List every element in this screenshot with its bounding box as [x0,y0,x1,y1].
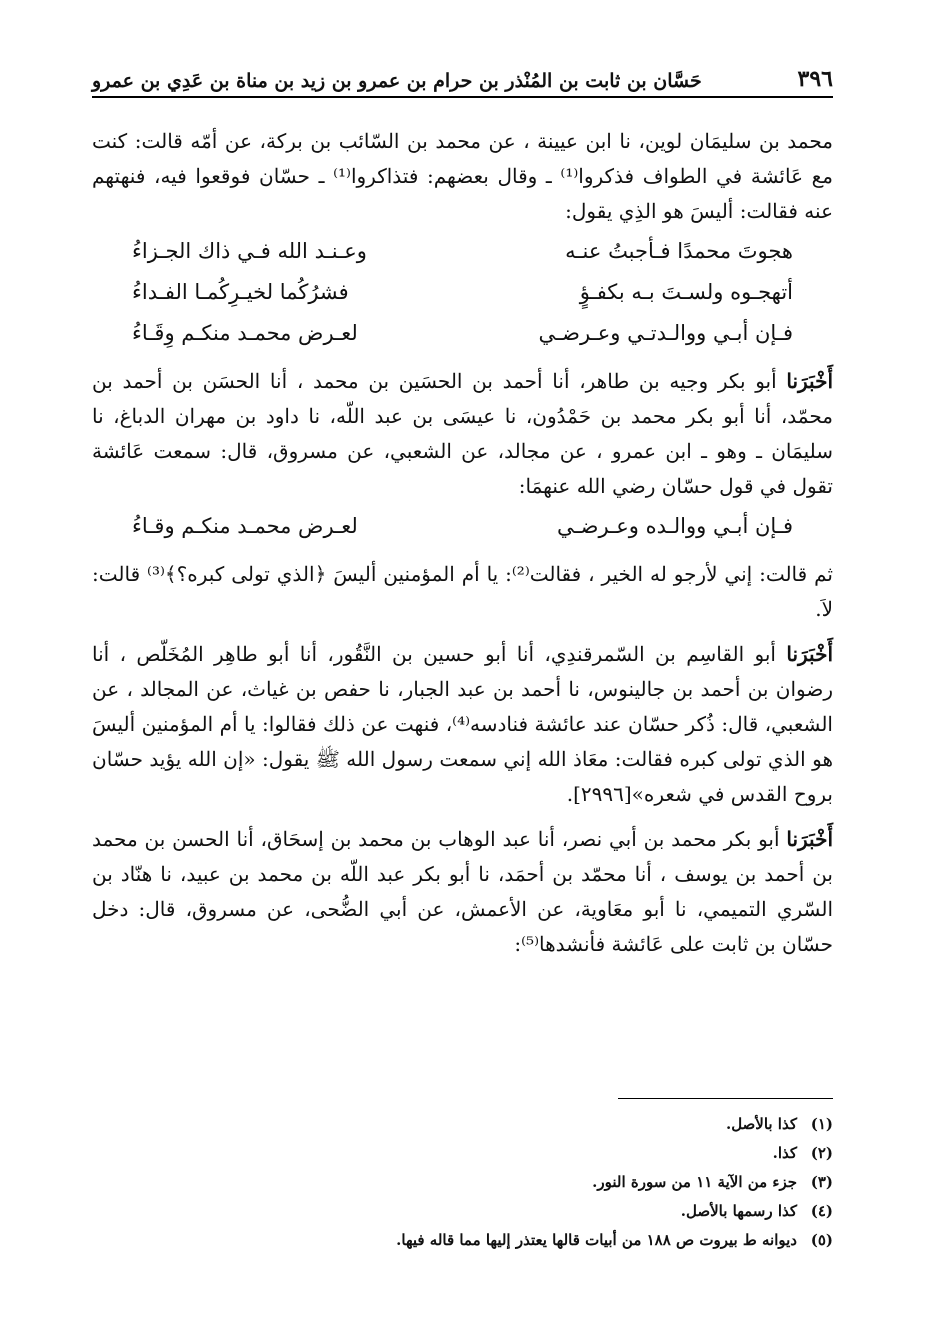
footnote-text: كذا بالأصل. [725,1115,797,1133]
isnad-text: أبو بكر وجيه بن طاهر، أنا أحمد بن الحسَين بن محمد ، أنا الحسَن بن أحمد بن محمّد، أنا أبو بكر محمد بن حَمْدُون، نا عيسَى بن عبد اللّه، نا داود بن مهران الدباغ، نا سليمَان ـ وهو ـ ابن عمرو ، عن مجالد، عن الشعبي، عن مسروق، قال: سمعت عَائشة تقول في قول حسّان رضي الله عنهمَا: [92,369,833,498]
footnote-item [92,1139,833,1168]
footnote-item [92,1197,833,1226]
paragraph-akhbarana-3 [92,822,833,962]
isnad-text: أبو القاسِم بن السّمرقندِي، أنا أبو حسين بن النَّقُور، أنا أبو طاهِر المُخَلّص ، أنا رضوان بن أحمد بن جالينوس، نا أحمد بن عبد الجبار، نا حفص بن غياث، عن المجالد ، عن الشعبي، قال: ذُكر حسّان عند عائشة فنادسه⁽⁴⁾، فنهت عن ذلك فقالوا: يا أم المؤمنين أليسَ هو الذي تولى كبره فقالت: معَاذ الله إني سمعت رسول الله ﷺ يقول: «إن الله يؤيد حسّان بروح القدس في شعره»[٢٩٩٦]. [92,642,833,806]
paragraph-akhbarana-1 [92,364,833,504]
akhbarana-lead: أَخْبَرَنا [786,642,833,666]
verse-first-hemistich: أتهجـوه ولسـتَ بـه بكفـؤٍ [579,280,793,304]
footnote-number: (٣) [810,1173,833,1191]
verse-second-hemistich: لعـرض محمـد منكـم وقـاءُ [132,514,358,538]
footnote-item [92,1110,833,1139]
isnad-text: أبو بكر محمد بن أبي نصر، أنا عبد الوهاب بن محمد بن إسحَاق، أنا الحسن بن محمد بن أحمد بن يوسف ، أنا محمّد بن أحمَد، نا أبو بكر عبد اللّه بن محمد بن عبيد، نا هنّاد بن السّري التميمي، نا أبو معَاوية، عن الأعمش، عن أبي الضُّحى، عن مسروق، قال: دخل حسّان بن ثابت على عَائشة فأنشدها⁽⁵⁾: [92,827,833,956]
akhbarana-lead: أَخْبَرَنا [786,827,834,851]
poem-1 [92,231,833,354]
footnote-number: (٤) [810,1202,833,1220]
running-head: حَسَّان بن ثابت بن المُنْذر بن حرام بن عمرو بن زيد بن مناة بن عَدِي بن عمرو [92,70,702,92]
verse-first-hemistich: فـإن أبـي ووالـده وعـرضـي [557,514,793,538]
footnote-number: (٥) [810,1231,833,1249]
verse-line [92,313,833,354]
verse-second-hemistich: لعـرض محمـد منكـم وِقَـاءُ [132,321,358,345]
footnote-text: جزء من الآية ١١ من سورة النور. [592,1173,797,1191]
footnotes [92,1110,833,1255]
verse-first-hemistich: فـإن أبـي ووالـدتـي وعـرضـي [538,321,793,345]
page-header [92,58,833,98]
verse-line [92,231,833,272]
verse-first-hemistich: هجوتَ محمدًا فـأجبتُ عنـه [565,239,793,263]
paragraph-continuation: ثم قالت: إني لأرجو له الخير ، فقالت⁽²⁾: يا أم المؤمنين أليسَ ﴿الذي تولى كبره؟﴾⁽³⁾ قالت: لاَ. [92,562,833,621]
footnote-text: كذا. [772,1144,797,1162]
footnote-text: كذا رسمها بالأصل. [680,1202,797,1220]
footnote-divider [618,1098,833,1099]
paragraph-akhbarana-2 [92,637,833,812]
verse-line [92,272,833,313]
footnote-number: (١) [810,1115,833,1133]
page-number: ٣٩٦ [797,66,833,92]
verse-second-hemistich: فشرُكُما لخيـرِكُمـا الفـداءُ [132,280,349,304]
footnote-number: (٢) [810,1144,833,1162]
poem-2 [92,506,833,547]
verse-second-hemistich: وعـنـد الله فـي ذاك الجـزاءُ [132,239,367,263]
footnote-item [92,1226,833,1255]
footnote-item [92,1168,833,1197]
footnote-text: ديوانه ط بيروت ص ١٨٨ من أبيات قالها يعتذر إليها مما قاله فيها. [396,1231,797,1249]
verse-line [92,506,833,547]
main-text [92,124,833,972]
akhbarana-lead: أَخْبَرَنا [786,369,833,393]
paragraph-intro: محمد بن سليمَان لوين، نا ابن عيينة ، عن محمد بن السّائب بن بركة، عن أمّه قالت: كنت مع عَائشة في الطواف فذكروا⁽¹⁾ ـ وقال بعضهم: فتذاكروا⁽¹⁾ ـ حسّان فوقعوا فيه، فنهتهم عنه فقالت: أليسَ هو الذِي يقول: [92,129,833,223]
